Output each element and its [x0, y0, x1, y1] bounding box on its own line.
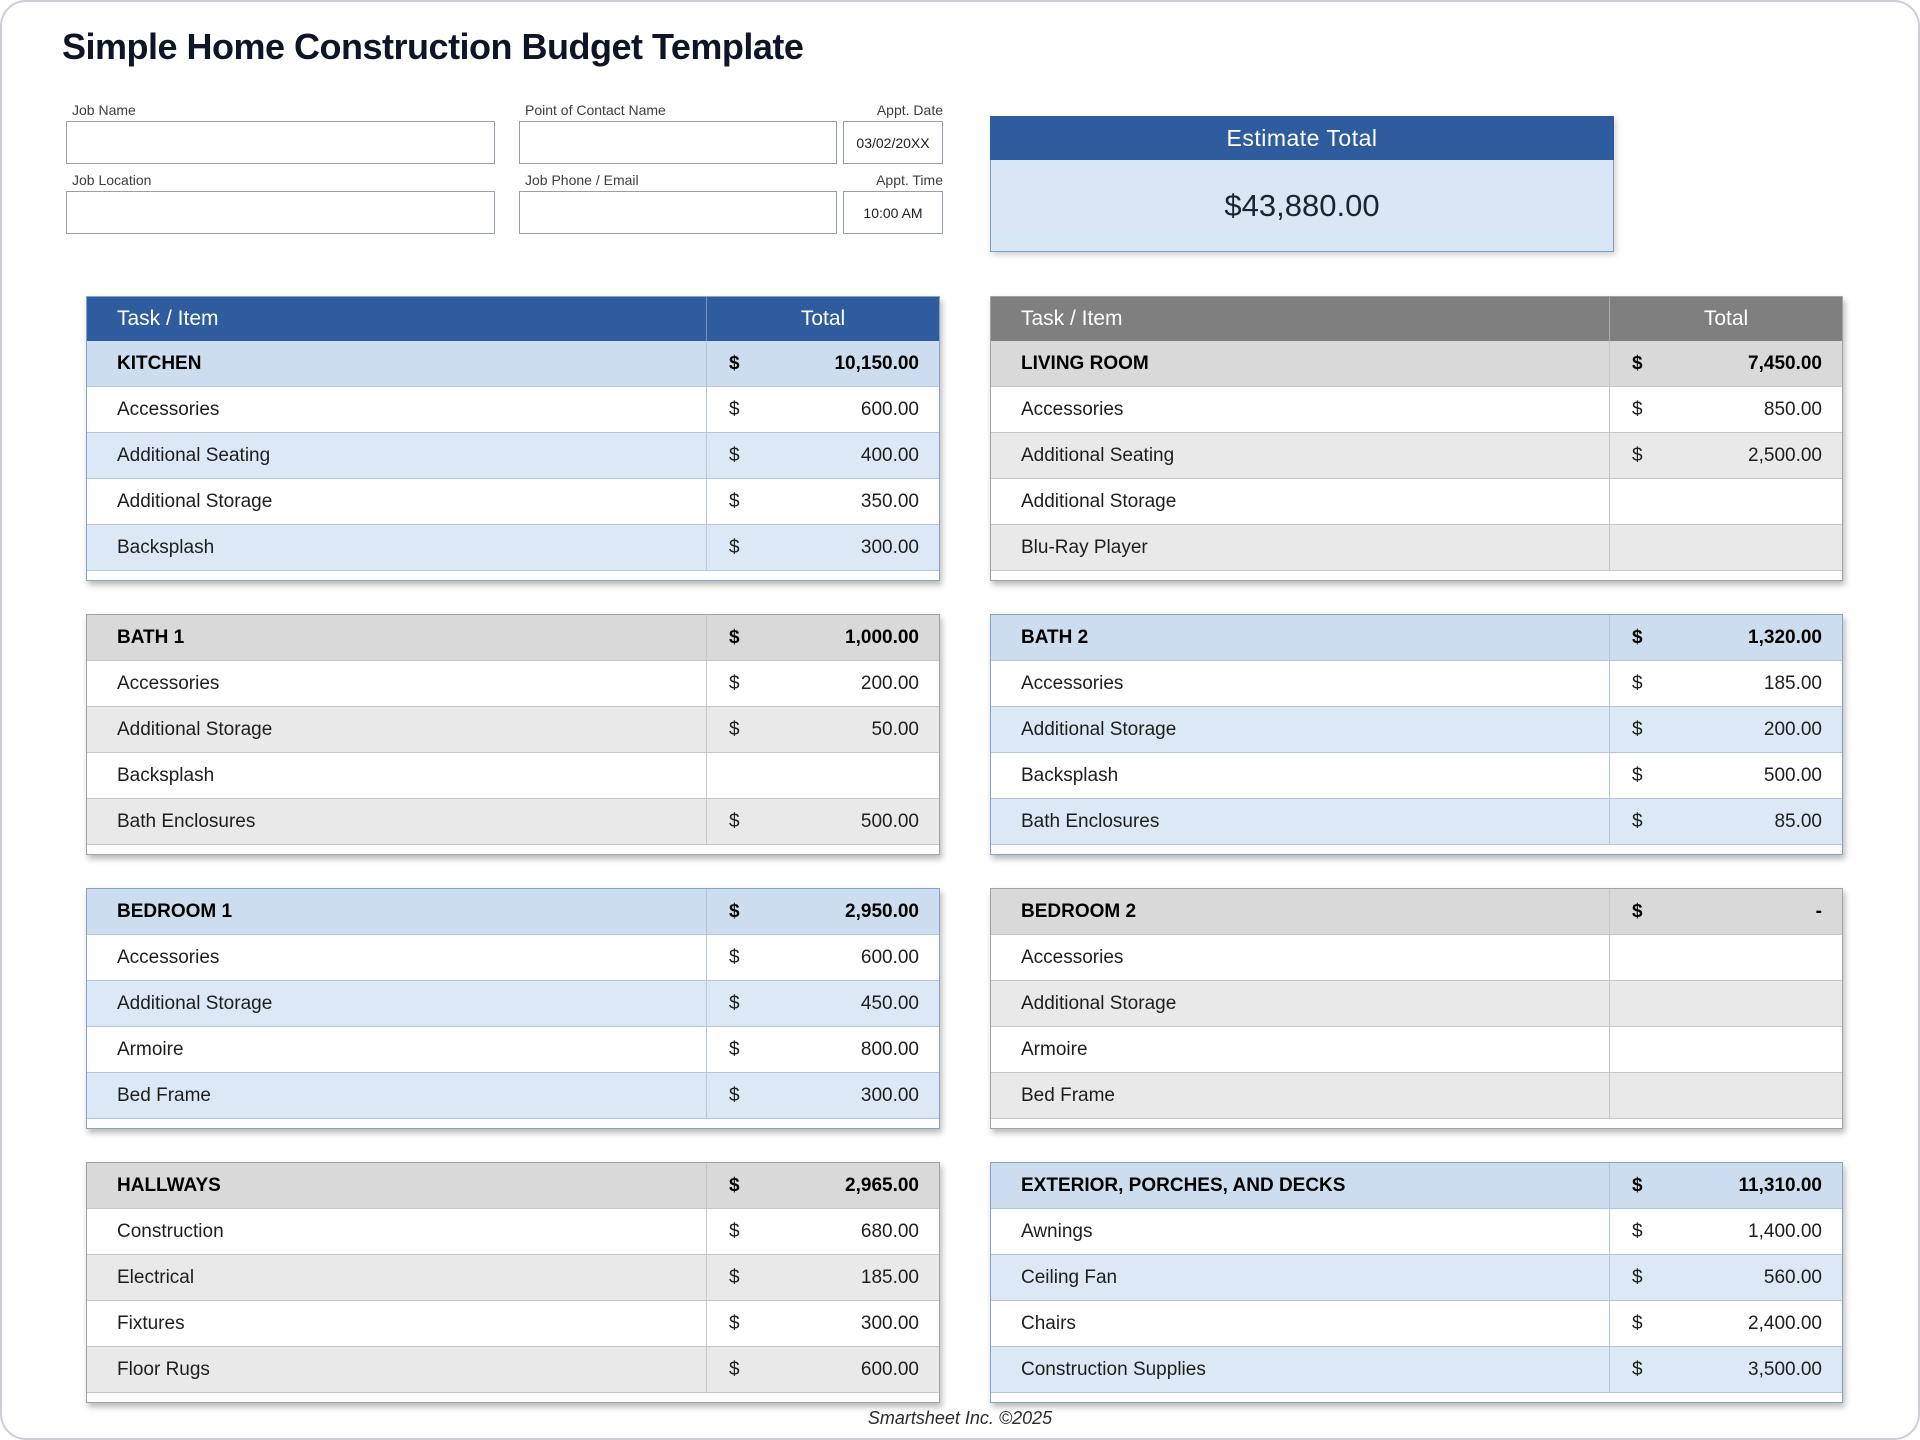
- total-cell[interactable]: [707, 753, 939, 798]
- currency-symbol: $: [1632, 1174, 1643, 1196]
- total-cell[interactable]: [1610, 479, 1842, 524]
- total-cell[interactable]: [707, 387, 939, 432]
- contact-name-input[interactable]: [519, 121, 837, 164]
- task-cell[interactable]: BATH 1: [87, 615, 707, 660]
- currency-symbol: $: [1632, 810, 1643, 832]
- table-row: [991, 707, 1842, 753]
- section-row-bath-1: [87, 615, 939, 661]
- task-cell[interactable]: Construction Supplies: [991, 1347, 1610, 1392]
- currency-symbol: $: [1632, 352, 1643, 374]
- amount-value: 850.00: [1763, 398, 1822, 420]
- amount-value: 560.00: [1763, 1266, 1822, 1288]
- total-cell[interactable]: [1610, 615, 1842, 660]
- amount-value: 450.00: [860, 992, 919, 1014]
- task-cell[interactable]: Accessories: [991, 387, 1610, 432]
- task-cell[interactable]: Additional Storage: [991, 981, 1610, 1026]
- total-cell[interactable]: [707, 1255, 939, 1300]
- task-cell[interactable]: Floor Rugs: [87, 1347, 707, 1392]
- table-row: [991, 1027, 1842, 1073]
- amount-value: 680.00: [860, 1220, 919, 1242]
- task-cell[interactable]: Backsplash: [87, 753, 707, 798]
- budget-table-exterior-porches-decks: [990, 1162, 1843, 1403]
- partial-next-row: [87, 1119, 939, 1128]
- currency-symbol: $: [729, 810, 740, 832]
- total-column-header: Total: [1703, 307, 1749, 330]
- task-cell[interactable]: Electrical: [87, 1255, 707, 1300]
- currency-symbol: $: [729, 1266, 740, 1288]
- table-row: [87, 981, 939, 1027]
- appt-date-value[interactable]: 03/02/20XX: [843, 121, 943, 164]
- total-cell[interactable]: [707, 981, 939, 1026]
- amount-value: 500.00: [860, 810, 919, 832]
- currency-symbol: $: [1632, 626, 1643, 648]
- currency-symbol: $: [729, 1358, 740, 1380]
- task-cell[interactable]: Accessories: [87, 661, 707, 706]
- total-cell[interactable]: [707, 1027, 939, 1072]
- budget-table-bath-1: [86, 614, 940, 855]
- table-row: [87, 479, 939, 525]
- table-row: [87, 1301, 939, 1347]
- amount-value: 300.00: [860, 1312, 919, 1334]
- currency-symbol: $: [729, 536, 740, 558]
- task-cell[interactable]: Additional Storage: [991, 479, 1610, 524]
- currency-symbol: $: [1632, 718, 1643, 740]
- currency-symbol: $: [1632, 1312, 1643, 1334]
- table-row: [991, 1073, 1842, 1119]
- currency-symbol: $: [729, 626, 740, 648]
- table-row: [87, 387, 939, 433]
- currency-symbol: $: [1632, 672, 1643, 694]
- total-cell[interactable]: [1610, 1073, 1842, 1118]
- amount-value: 1,400.00: [1748, 1220, 1822, 1242]
- table-row: [991, 479, 1842, 525]
- total-cell[interactable]: [1610, 1163, 1842, 1208]
- amount-value: 7,450.00: [1748, 352, 1822, 374]
- task-cell[interactable]: Chairs: [991, 1301, 1610, 1346]
- total-cell[interactable]: [707, 433, 939, 478]
- task-cell[interactable]: Backsplash: [991, 753, 1610, 798]
- currency-symbol: $: [1632, 1358, 1643, 1380]
- partial-next-row: [87, 845, 939, 854]
- task-cell[interactable]: Ceiling Fan: [991, 1255, 1610, 1300]
- amount-value: 1,320.00: [1748, 626, 1822, 648]
- currency-symbol: $: [729, 352, 740, 374]
- currency-symbol: $: [1632, 764, 1643, 786]
- currency-symbol: $: [729, 1174, 740, 1196]
- currency-symbol: $: [729, 1220, 740, 1242]
- task-cell[interactable]: Bath Enclosures: [991, 799, 1610, 844]
- task-cell[interactable]: Additional Seating: [991, 433, 1610, 478]
- amount-value: 400.00: [860, 444, 919, 466]
- task-cell[interactable]: Additional Seating: [87, 433, 707, 478]
- currency-symbol: $: [729, 398, 740, 420]
- section-row-bedroom-1: [87, 889, 939, 935]
- amount-value: 600.00: [860, 946, 919, 968]
- task-cell[interactable]: BEDROOM 1: [87, 889, 707, 934]
- currency-symbol: $: [729, 672, 740, 694]
- task-cell[interactable]: Fixtures: [87, 1301, 707, 1346]
- currency-symbol: $: [729, 1038, 740, 1060]
- total-cell[interactable]: [707, 1301, 939, 1346]
- column-header-row: [87, 297, 939, 341]
- contact-name-label: Point of Contact Name: [525, 102, 666, 118]
- table-row: [991, 1301, 1842, 1347]
- total-cell[interactable]: [1610, 387, 1842, 432]
- amount-value: 3,500.00: [1748, 1358, 1822, 1380]
- table-row: [991, 799, 1842, 845]
- total-cell[interactable]: [1610, 1347, 1842, 1392]
- phone-email-label: Job Phone / Email: [525, 172, 639, 188]
- task-cell[interactable]: BATH 2: [991, 615, 1610, 660]
- amount-value: 600.00: [860, 1358, 919, 1380]
- total-cell[interactable]: [1610, 707, 1842, 752]
- total-cell[interactable]: [707, 615, 939, 660]
- section-row-bath-2: [991, 615, 1842, 661]
- budget-table-bedroom-2: [990, 888, 1843, 1129]
- amount-value: 300.00: [860, 536, 919, 558]
- currency-symbol: $: [1632, 444, 1643, 466]
- job-name-label: Job Name: [72, 102, 136, 118]
- task-item-column-header: Task / Item: [87, 297, 707, 341]
- currency-symbol: $: [729, 718, 740, 740]
- currency-symbol: $: [729, 992, 740, 1014]
- amount-value: 1,000.00: [845, 626, 919, 648]
- total-cell[interactable]: [707, 889, 939, 934]
- section-row-hallways: [87, 1163, 939, 1209]
- amount-value: 185.00: [860, 1266, 919, 1288]
- total-cell[interactable]: [1610, 1255, 1842, 1300]
- table-row: [87, 935, 939, 981]
- appt-time-value[interactable]: 10:00 AM: [843, 191, 943, 234]
- currency-symbol: $: [729, 946, 740, 968]
- page-title: Simple Home Construction Budget Template: [62, 26, 804, 67]
- task-cell[interactable]: Blu-Ray Player: [991, 525, 1610, 570]
- partial-next-row: [87, 571, 939, 580]
- total-cell[interactable]: [1610, 981, 1842, 1026]
- task-cell[interactable]: Additional Storage: [87, 479, 707, 524]
- total-cell[interactable]: [1610, 341, 1842, 386]
- tables-column-right: [990, 296, 1843, 1403]
- amount-value: 2,500.00: [1748, 444, 1822, 466]
- amount-value: 2,950.00: [845, 900, 919, 922]
- amount-value: 2,965.00: [845, 1174, 919, 1196]
- currency-symbol: $: [729, 1312, 740, 1334]
- task-cell[interactable]: Bed Frame: [991, 1073, 1610, 1118]
- section-row-kitchen: [87, 341, 939, 387]
- currency-symbol: $: [729, 1084, 740, 1106]
- table-row: [87, 753, 939, 799]
- amount-value: 200.00: [1763, 718, 1822, 740]
- section-row-bedroom-2: [991, 889, 1842, 935]
- partial-next-row: [991, 845, 1842, 854]
- table-row: [87, 433, 939, 479]
- total-cell[interactable]: [707, 707, 939, 752]
- table-row: [87, 1209, 939, 1255]
- amount-value: 350.00: [860, 490, 919, 512]
- task-cell[interactable]: Additional Storage: [87, 707, 707, 752]
- task-cell[interactable]: Accessories: [991, 661, 1610, 706]
- budget-table-hallways: [86, 1162, 940, 1403]
- total-column-header: Total: [800, 307, 846, 330]
- total-cell[interactable]: [707, 799, 939, 844]
- appt-date-label: Appt. Date: [876, 102, 943, 118]
- task-cell[interactable]: Accessories: [991, 935, 1610, 980]
- table-row: [991, 981, 1842, 1027]
- amount-value: 500.00: [1763, 764, 1822, 786]
- task-cell[interactable]: Construction: [87, 1209, 707, 1254]
- phone-email-input[interactable]: [519, 191, 837, 234]
- table-row: [991, 525, 1842, 571]
- task-cell[interactable]: LIVING ROOM: [991, 341, 1610, 386]
- task-cell[interactable]: Armoire: [991, 1027, 1610, 1072]
- amount-value: 10,150.00: [834, 352, 919, 374]
- amount-value: -: [1815, 900, 1822, 922]
- task-cell[interactable]: Accessories: [87, 387, 707, 432]
- table-row: [991, 1347, 1842, 1393]
- total-cell[interactable]: [1610, 1209, 1842, 1254]
- total-cell[interactable]: [707, 935, 939, 980]
- currency-symbol: $: [1632, 900, 1643, 922]
- table-row: [87, 1073, 939, 1119]
- budget-table-living-room: [990, 296, 1843, 581]
- table-row: [991, 387, 1842, 433]
- amount-value: 200.00: [860, 672, 919, 694]
- total-cell[interactable]: [707, 479, 939, 524]
- table-row: [991, 1209, 1842, 1255]
- budget-table-bath-2: [990, 614, 1843, 855]
- task-cell[interactable]: Additional Storage: [991, 707, 1610, 752]
- section-row-living-room: [991, 341, 1842, 387]
- currency-symbol: $: [729, 444, 740, 466]
- task-cell[interactable]: Additional Storage: [87, 981, 707, 1026]
- section-row-exterior-porches-decks: [991, 1163, 1842, 1209]
- total-cell[interactable]: [707, 1073, 939, 1118]
- task-cell[interactable]: KITCHEN: [87, 341, 707, 386]
- total-cell[interactable]: [707, 1347, 939, 1392]
- job-name-input[interactable]: [66, 121, 495, 164]
- table-row: [87, 1255, 939, 1301]
- estimate-total-value: $43,880.00: [990, 160, 1614, 252]
- partial-next-row: [991, 1393, 1842, 1402]
- table-row: [87, 707, 939, 753]
- table-row: [991, 935, 1842, 981]
- total-cell[interactable]: [1610, 753, 1842, 798]
- currency-symbol: $: [1632, 1220, 1643, 1242]
- table-row: [991, 433, 1842, 479]
- currency-symbol: $: [729, 900, 740, 922]
- amount-value: 300.00: [860, 1084, 919, 1106]
- partial-next-row: [991, 571, 1842, 580]
- table-row: [87, 525, 939, 571]
- total-cell[interactable]: [1610, 799, 1842, 844]
- currency-symbol: $: [729, 490, 740, 512]
- partial-next-row: [991, 1119, 1842, 1128]
- task-item-column-header: Task / Item: [991, 297, 1610, 341]
- task-cell[interactable]: Armoire: [87, 1027, 707, 1072]
- total-cell[interactable]: [707, 1163, 939, 1208]
- task-cell[interactable]: Accessories: [87, 935, 707, 980]
- task-cell[interactable]: BEDROOM 2: [991, 889, 1610, 934]
- budget-table-kitchen: [86, 296, 940, 581]
- tables-column-left: [86, 296, 940, 1403]
- total-cell[interactable]: [707, 661, 939, 706]
- total-cell[interactable]: [1610, 661, 1842, 706]
- task-cell[interactable]: HALLWAYS: [87, 1163, 707, 1208]
- total-cell[interactable]: [1610, 935, 1842, 980]
- currency-symbol: $: [1632, 1266, 1643, 1288]
- total-cell[interactable]: [1610, 1027, 1842, 1072]
- amount-value: 600.00: [860, 398, 919, 420]
- task-cell[interactable]: Bed Frame: [87, 1073, 707, 1118]
- total-cell[interactable]: [1610, 889, 1842, 934]
- total-cell[interactable]: [707, 1209, 939, 1254]
- total-cell[interactable]: [707, 525, 939, 570]
- partial-next-row: [87, 1393, 939, 1402]
- amount-value: 11,310.00: [1738, 1174, 1822, 1196]
- currency-symbol: $: [1632, 398, 1643, 420]
- table-row: [991, 753, 1842, 799]
- budget-table-bedroom-1: [86, 888, 940, 1129]
- total-cell[interactable]: [1610, 1301, 1842, 1346]
- task-cell[interactable]: Bath Enclosures: [87, 799, 707, 844]
- estimate-total-card: [990, 116, 1614, 252]
- job-location-label: Job Location: [72, 172, 152, 188]
- amount-value: 85.00: [1774, 810, 1822, 832]
- table-row: [87, 799, 939, 845]
- table-row: [87, 1347, 939, 1393]
- task-cell[interactable]: EXTERIOR, PORCHES, AND DECKS: [991, 1163, 1610, 1208]
- estimate-total-header: Estimate Total: [990, 116, 1614, 160]
- appt-time-label: Appt. Time: [876, 172, 943, 188]
- table-row: [87, 661, 939, 707]
- footer-credit: Smartsheet Inc. ©2025: [867, 1408, 1053, 1428]
- table-row: [87, 1027, 939, 1073]
- column-header-row: [991, 297, 1842, 341]
- amount-value: 50.00: [871, 718, 919, 740]
- amount-value: 185.00: [1763, 672, 1822, 694]
- job-location-input[interactable]: [66, 191, 495, 234]
- table-row: [991, 1255, 1842, 1301]
- task-cell[interactable]: Awnings: [991, 1209, 1610, 1254]
- amount-value: 800.00: [860, 1038, 919, 1060]
- table-row: [991, 661, 1842, 707]
- task-cell[interactable]: Backsplash: [87, 525, 707, 570]
- amount-value: 2,400.00: [1748, 1312, 1822, 1334]
- total-cell[interactable]: [707, 341, 939, 386]
- total-cell[interactable]: [1610, 525, 1842, 570]
- total-cell[interactable]: [1610, 433, 1842, 478]
